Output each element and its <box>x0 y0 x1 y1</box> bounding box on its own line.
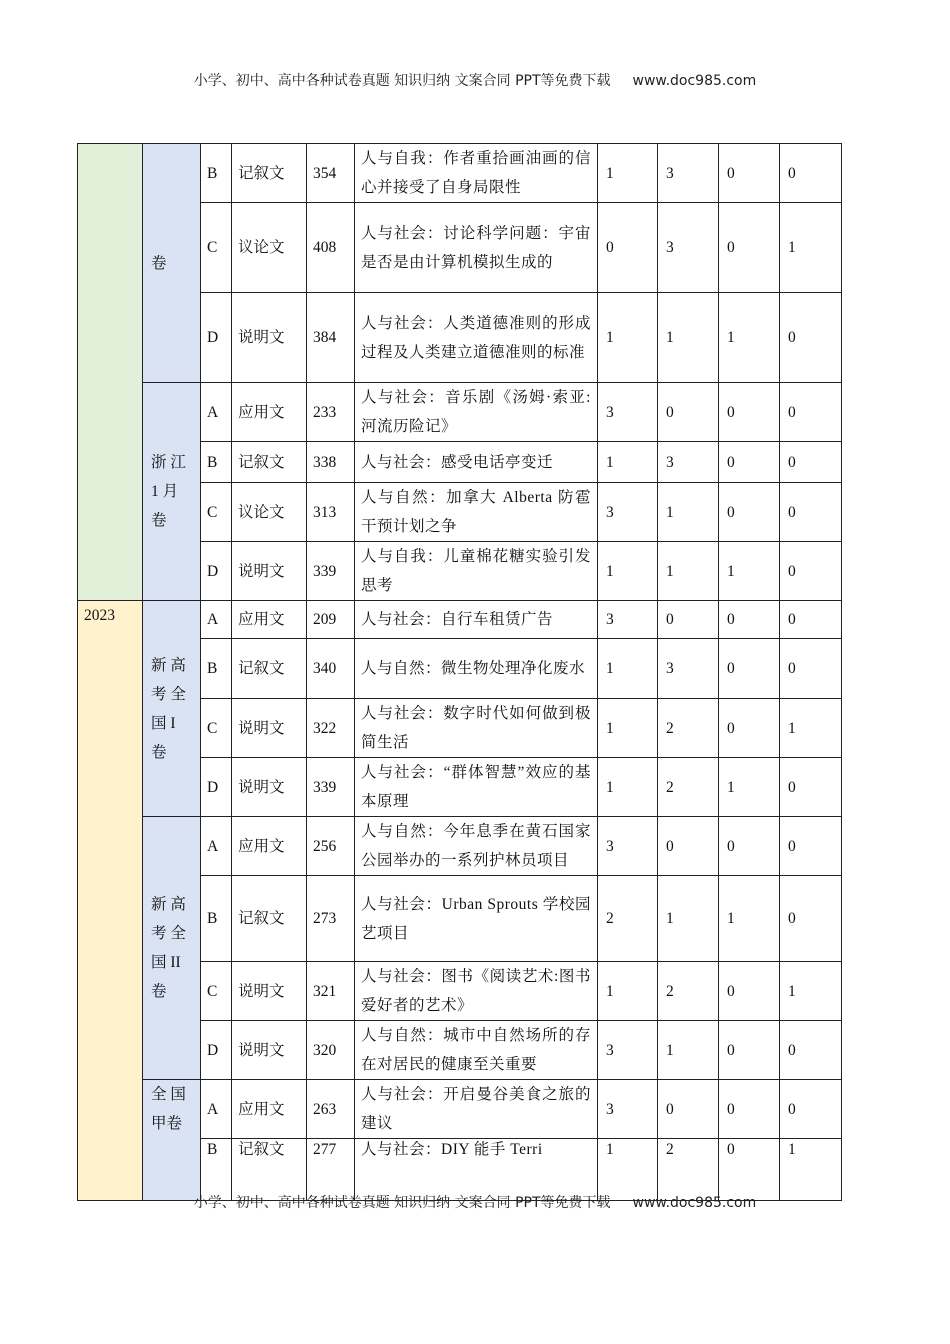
genre-cell: 应用文 <box>232 817 307 876</box>
words-cell: 338 <box>307 442 355 483</box>
c1-cell: 1 <box>598 1139 658 1201</box>
genre-cell: 说明文 <box>232 962 307 1021</box>
genre-cell: 应用文 <box>232 1080 307 1139</box>
topic-cell: 人与社会：感受电话亭变迁 <box>355 442 598 483</box>
c4-cell: 0 <box>780 1021 842 1080</box>
c4-cell: 0 <box>780 639 842 699</box>
topic-cell: 人与社会：音乐剧《汤姆·索亚:河流历险记》 <box>355 383 598 442</box>
passage-cell: B <box>201 144 232 203</box>
header-text: 小学、初中、高中各种试卷真题 知识归纳 文案合同 PPT等免费下载 <box>193 73 611 89</box>
topic-cell: 人与自我：儿童棉花糖实验引发思考 <box>355 542 598 601</box>
c3-cell: 0 <box>719 962 780 1021</box>
words-cell: 322 <box>307 699 355 758</box>
genre-cell: 说明文 <box>232 293 307 383</box>
words-cell: 320 <box>307 1021 355 1080</box>
table-row <box>78 383 842 442</box>
year-cell: 2023 <box>78 601 143 1201</box>
c2-cell: 3 <box>658 144 719 203</box>
c1-cell: 1 <box>598 639 658 699</box>
c3-cell: 1 <box>719 542 780 601</box>
c1-cell: 3 <box>598 817 658 876</box>
genre-cell: 议论文 <box>232 203 307 293</box>
words-cell: 354 <box>307 144 355 203</box>
paper-cell: 全 国 甲卷 <box>143 1080 201 1201</box>
words-cell: 339 <box>307 758 355 817</box>
c3-cell: 1 <box>719 876 780 962</box>
passage-cell: C <box>201 483 232 542</box>
words-cell: 209 <box>307 601 355 639</box>
passage-cell: A <box>201 383 232 442</box>
c3-cell: 0 <box>719 639 780 699</box>
genre-cell: 应用文 <box>232 601 307 639</box>
table-row <box>78 144 842 203</box>
c2-cell: 2 <box>658 758 719 817</box>
table-row <box>78 817 842 876</box>
c2-cell: 2 <box>658 962 719 1021</box>
c3-cell: 0 <box>719 144 780 203</box>
footer-text: 小学、初中、高中各种试卷真题 知识归纳 文案合同 PPT等免费下载 <box>193 1195 611 1211</box>
words-cell: 277 <box>307 1139 355 1201</box>
c1-cell: 2 <box>598 876 658 962</box>
c4-cell: 1 <box>780 962 842 1021</box>
topic-cell: 人与自我：作者重拾画油画的信心并接受了自身局限性 <box>355 144 598 203</box>
words-cell: 384 <box>307 293 355 383</box>
passage-cell: A <box>201 1080 232 1139</box>
c4-cell: 0 <box>780 483 842 542</box>
words-cell: 408 <box>307 203 355 293</box>
c4-cell: 0 <box>780 601 842 639</box>
c4-cell: 0 <box>780 383 842 442</box>
c4-cell: 0 <box>780 542 842 601</box>
topic-cell: 人与社会：开启曼谷美食之旅的建议 <box>355 1080 598 1139</box>
table-row <box>78 601 842 639</box>
words-cell: 321 <box>307 962 355 1021</box>
genre-cell: 记叙文 <box>232 876 307 962</box>
topic-cell: 人与自然：今年息季在黄石国家公园举办的一系列护林员项目 <box>355 817 598 876</box>
passage-cell: B <box>201 1139 232 1201</box>
c3-cell: 1 <box>719 758 780 817</box>
passage-cell: A <box>201 601 232 639</box>
c4-cell: 1 <box>780 203 842 293</box>
passage-cell: D <box>201 1021 232 1080</box>
words-cell: 263 <box>307 1080 355 1139</box>
c3-cell: 0 <box>719 1139 780 1201</box>
c3-cell: 0 <box>719 442 780 483</box>
c2-cell: 3 <box>658 203 719 293</box>
c2-cell: 3 <box>658 442 719 483</box>
passage-cell: C <box>201 699 232 758</box>
c2-cell: 0 <box>658 1080 719 1139</box>
c1-cell: 0 <box>598 203 658 293</box>
c1-cell: 3 <box>598 383 658 442</box>
topic-cell: 人与社会：自行车租赁广告 <box>355 601 598 639</box>
genre-cell: 记叙文 <box>232 144 307 203</box>
passage-cell: D <box>201 542 232 601</box>
c3-cell: 1 <box>719 293 780 383</box>
topic-cell: 人与自然：加拿大 Alberta 防雹干预计划之争 <box>355 483 598 542</box>
words-cell: 233 <box>307 383 355 442</box>
passage-cell: B <box>201 639 232 699</box>
topic-cell: 人与社会：Urban Sprouts 学校园艺项目 <box>355 876 598 962</box>
c1-cell: 1 <box>598 144 658 203</box>
c1-cell: 1 <box>598 542 658 601</box>
c2-cell: 0 <box>658 383 719 442</box>
topic-cell: 人与社会：“群体智慧”效应的基本原理 <box>355 758 598 817</box>
c2-cell: 2 <box>658 1139 719 1201</box>
c2-cell: 1 <box>658 483 719 542</box>
c4-cell: 1 <box>780 1139 842 1201</box>
c3-cell: 0 <box>719 483 780 542</box>
c4-cell: 0 <box>780 758 842 817</box>
words-cell: 273 <box>307 876 355 962</box>
c4-cell: 0 <box>780 442 842 483</box>
genre-cell: 议论文 <box>232 483 307 542</box>
passage-cell: B <box>201 876 232 962</box>
reading-analysis-table <box>77 143 842 1201</box>
words-cell: 340 <box>307 639 355 699</box>
topic-cell: 人与社会：DIY 能手 Terri <box>355 1139 598 1201</box>
genre-cell: 记叙文 <box>232 1139 307 1201</box>
header-site: www.doc985.com <box>632 73 757 89</box>
genre-cell: 说明文 <box>232 542 307 601</box>
c1-cell: 1 <box>598 442 658 483</box>
footer-site: www.doc985.com <box>632 1195 757 1211</box>
c4-cell: 0 <box>780 1080 842 1139</box>
genre-cell: 记叙文 <box>232 639 307 699</box>
c1-cell: 1 <box>598 699 658 758</box>
c4-cell: 0 <box>780 293 842 383</box>
topic-cell: 人与自然：微生物处理净化废水 <box>355 639 598 699</box>
c3-cell: 0 <box>719 383 780 442</box>
c3-cell: 0 <box>719 817 780 876</box>
c1-cell: 3 <box>598 1021 658 1080</box>
passage-cell: D <box>201 293 232 383</box>
topic-cell: 人与社会：图书《阅读艺术:图书爱好者的艺术》 <box>355 962 598 1021</box>
c1-cell: 1 <box>598 962 658 1021</box>
words-cell: 256 <box>307 817 355 876</box>
words-cell: 339 <box>307 542 355 601</box>
paper-cell: 新 高 考 全 国 I 卷 <box>143 601 201 817</box>
c4-cell: 0 <box>780 817 842 876</box>
c3-cell: 0 <box>719 1021 780 1080</box>
c2-cell: 2 <box>658 699 719 758</box>
c3-cell: 0 <box>719 601 780 639</box>
c2-cell: 1 <box>658 876 719 962</box>
genre-cell: 记叙文 <box>232 442 307 483</box>
topic-cell: 人与社会：讨论科学问题：宇宙是否是由计算机模拟生成的 <box>355 203 598 293</box>
c4-cell: 1 <box>780 699 842 758</box>
c3-cell: 0 <box>719 1080 780 1139</box>
page-header <box>0 70 950 90</box>
c1-cell: 3 <box>598 483 658 542</box>
genre-cell: 说明文 <box>232 1021 307 1080</box>
c2-cell: 1 <box>658 293 719 383</box>
passage-cell: B <box>201 442 232 483</box>
topic-cell: 人与社会：人类道德准则的形成过程及人类建立道德准则的标准 <box>355 293 598 383</box>
c2-cell: 0 <box>658 601 719 639</box>
c1-cell: 1 <box>598 758 658 817</box>
c2-cell: 3 <box>658 639 719 699</box>
words-cell: 313 <box>307 483 355 542</box>
c1-cell: 1 <box>598 293 658 383</box>
genre-cell: 说明文 <box>232 758 307 817</box>
passage-cell: C <box>201 962 232 1021</box>
paper-cell: 新 高 考 全 国 II 卷 <box>143 817 201 1080</box>
year-cell <box>78 144 143 601</box>
passage-cell: A <box>201 817 232 876</box>
topic-cell: 人与社会：数字时代如何做到极简生活 <box>355 699 598 758</box>
genre-cell: 应用文 <box>232 383 307 442</box>
paper-cell: 卷 <box>143 144 201 383</box>
c1-cell: 3 <box>598 601 658 639</box>
passage-cell: C <box>201 203 232 293</box>
genre-cell: 说明文 <box>232 699 307 758</box>
paper-cell: 浙 江 1 月 卷 <box>143 383 201 601</box>
c3-cell: 0 <box>719 699 780 758</box>
c1-cell: 3 <box>598 1080 658 1139</box>
topic-cell: 人与自然：城市中自然场所的存在对居民的健康至关重要 <box>355 1021 598 1080</box>
page-footer <box>0 1192 950 1212</box>
c4-cell: 0 <box>780 144 842 203</box>
c2-cell: 1 <box>658 542 719 601</box>
c2-cell: 0 <box>658 817 719 876</box>
passage-cell: D <box>201 758 232 817</box>
table-row <box>78 1080 842 1139</box>
c4-cell: 0 <box>780 876 842 962</box>
c3-cell: 0 <box>719 203 780 293</box>
c2-cell: 1 <box>658 1021 719 1080</box>
